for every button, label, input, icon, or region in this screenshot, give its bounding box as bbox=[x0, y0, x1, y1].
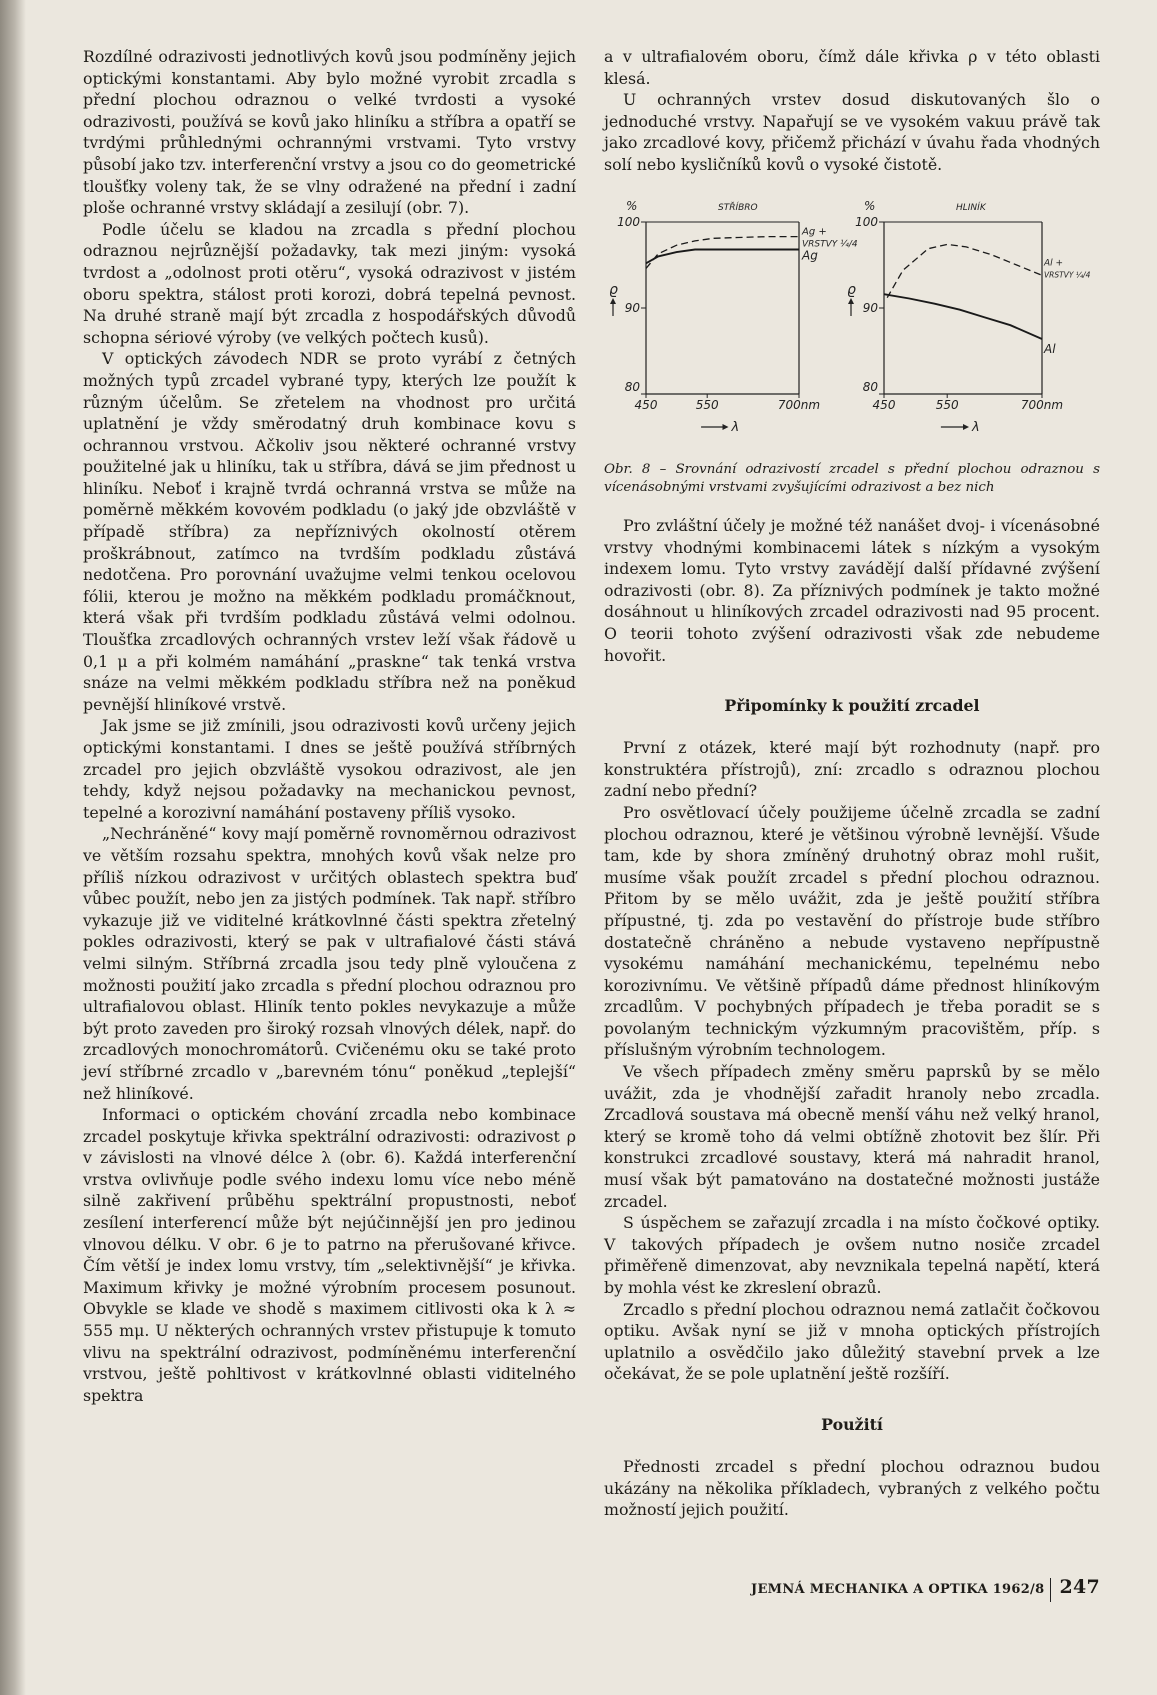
x-axis-symbol: λ bbox=[972, 420, 980, 435]
y-tick-label: 80 bbox=[624, 380, 640, 394]
paragraph: Ve všech případech změny směru paprsků by se mělo uvážit, zda je vhodnější zařadit hranoly nebo zrcadla. Zrcadlová soustava má obecně menší váhu než velký hranol, který se kromě toho dá velmi obtížně zhotovit bez šlír. Při konstrukci zrcadlové soustavy, která má nahradit hranol, musí však být pamatováno na dostatečné možnosti justáže zrcadel. bbox=[604, 1062, 1100, 1211]
y-axis-symbol: ϱ bbox=[609, 282, 618, 298]
series-label-coated-sub: VRSTVY ¼/4 bbox=[802, 239, 858, 250]
paragraph: S úspěchem se zařazují zrcadla i na místo čočkové optiky. V takových případech je ovšem nutno nosiče zrcadel přiměřeně dimenzovat, aby nevznikala tepelná napětí, která by mohla vést ke zkreslení obrazů. bbox=[604, 1213, 1100, 1297]
y-arrow-head bbox=[610, 298, 616, 304]
chart-panel-aluminium bbox=[847, 199, 1091, 435]
figure-8-reflectance-charts bbox=[604, 198, 1100, 453]
paragraph: Rozdílné odrazivosti jednotlivých kovů jsou podmíněny jejich optickými konstantami. Aby bylo možné vyrobit zrcadla s přední plochou odraznou o velké tvrdosti a vysoké odrazivosti, používá se kovů jako hliníku a stříbra a opatří se tvrdými průhlednými ochrannými vrstvami. Tyto vrstvy působí jako tzv. interferenční vrstvy a jsou co do geometrické tloušťky voleny tak, že se vlny odražené na přední i zadní ploše ochranné vrstvy skládají a zesilují (obr. 7). bbox=[83, 47, 576, 218]
x-tick-label: 450 bbox=[872, 398, 896, 412]
panel-title: HLINÍK bbox=[956, 203, 986, 213]
series-line-coated bbox=[646, 237, 799, 269]
x-arrow-head bbox=[963, 424, 969, 430]
journal-name: JEMNÁ MECHANIKA A OPTIKA 1962/8 bbox=[751, 1582, 1045, 1597]
right-column-top bbox=[604, 46, 1100, 176]
right-column-bottom bbox=[604, 515, 1100, 1521]
x-tick-label: 550 bbox=[935, 398, 959, 412]
y-unit-label: % bbox=[864, 199, 876, 213]
section-heading: Použití bbox=[821, 1414, 883, 1434]
paragraph: Podle účelu se kladou na zrcadla s přední plochou odraznou nejrůznější požadavky, tak mezi jiným: vysoká tvrdost a „odolnost proti otěru“, vysoká odrazivost v jistém oboru spektra, stálost proti korozi, dobrá tepelná pevnost. Na druhé straně mají být zrcadla z hospodářských důvodů schopna sériové výroby (ve velkých počtech kusů). bbox=[83, 219, 576, 347]
left-column bbox=[83, 46, 576, 1406]
chart-svg bbox=[604, 198, 1100, 453]
paragraph: Zrcadlo s přední plochou odraznou nemá zatlačit čočkovou optiku. Avšak nyní se již v mnoha optických přístrojích uplatnilo a osvědčilo jako důležitý stavební prvek a lze očekávat, že se pole uplatnění ještě rozšíří. bbox=[604, 1299, 1100, 1384]
x-axis-symbol: λ bbox=[731, 420, 740, 435]
series-line-coated bbox=[887, 244, 1042, 297]
paragraph: První z otázek, které mají být rozhodnuty (např. pro konstruktéra přístrojů), zní: zrcadlo s odraznou plochou zadní nebo přední? bbox=[604, 738, 1100, 801]
section-heading: Připomínky k použití zrcadel bbox=[724, 696, 980, 716]
paragraph: Jak jsme se již zmínili, jsou odrazivosti kovů určeny jejich optickými konstantami. I dnes se ještě používá stříbrných zrcadel pro jejich obzvláště vysokou odrazivost, ale jen tehdy, když nejsou požadavky na mechanickou pevnost, tepelné a korozivní namáhání postaveny příliš vysoko. bbox=[83, 716, 576, 822]
x-tick-label: 450 bbox=[634, 398, 658, 412]
paragraph: U ochranných vrstev dosud diskutovaných šlo o jednoduché vrstvy. Napařují se ve vysokém vakuu právě tak jako zrcadlové kovy, přičemž přichází v úvahu řada vhodných solí nebo kysličníků kovů o vysoké čistotě. bbox=[604, 90, 1100, 174]
x-tick-label: 700nm bbox=[1020, 398, 1064, 412]
page-binding-shadow bbox=[0, 0, 26, 1695]
x-tick-label: 700nm bbox=[777, 398, 821, 412]
footer-rule bbox=[1050, 1578, 1051, 1602]
series-label-coated-sub: VRSTVY ¼/4 bbox=[1044, 270, 1091, 280]
chart-panel-silver bbox=[609, 199, 858, 435]
figure-caption: Obr. 8 – Srovnání odrazivostí zrcadel s přední plochou odraznou s vícenásobnými vrstvami zvyšujícími odrazivost a bez nich bbox=[604, 462, 1100, 495]
paragraph: Pro osvětlovací účely použijeme účelně zrcadla se zadní plochou odraznou, které je většinou výrobně levnější. Všude tam, kde by shora zmíněný druhotný obraz mohl rušit, musíme však použít zrcadel s přední plochou odraznou. Přitom by se mělo uvážit, zda je ještě použití stříbra přípustné, tj. zda po vestavění do přístroje bude stříbro dostatečně chráněno a nebude vystaveno nepřípustně vysokému namáhání mechanickému, tepelnému nebo korozivnímu. Ve většině případů dáme přednost hliníkovým zrcadlům. V pochybných případech je třeba poradit se s povolaným technickým výzkumným pracovištěm, příp. s příslušným výrobním technologem. bbox=[604, 802, 1100, 1060]
paragraph: a v ultrafialovém oboru, čímž dále křivka ρ v této oblasti klesá. bbox=[604, 47, 1100, 88]
y-axis-symbol: ϱ bbox=[847, 282, 856, 298]
x-tick-label: 550 bbox=[695, 398, 719, 412]
series-line-bare bbox=[646, 250, 799, 264]
series-label-bare: Ag bbox=[802, 248, 818, 263]
paragraph: Pro zvláštní účely je možné též nanášet dvoj- i vícenásobné vrstvy vhodnými kombinacemi látek s nízkým a vysokým indexem lomu. Tyto vrstvy zavádějí další přídavné zvýšení odrazivosti (obr. 8). Za příznivých podmínek je takto možné dosáhnout u hliníkových zrcadel odrazivosti nad 95 procent. O teorii tohoto zvýšení odrazivosti však zde nebudeme hovořit. bbox=[604, 516, 1100, 665]
series-line-bare bbox=[884, 294, 1042, 339]
paragraph: „Nechráněné“ kovy mají poměrně rovnoměrnou odrazivost ve větším rozsahu spektra, mnohých kovů však nelze pro příliš nízkou odrazivost v určitých oblastech spektra buď vůbec použít, nebo jen za jistých podmínek. Tak např. stříbro vykazuje již ve viditelné krátkovlnné části spektra zřetelný pokles odrazivosti, který se pak v ultrafialové části stává velmi silným. Stříbrná zrcadla jsou tedy plně vyloučena z možnosti použití jako zrcadla s přední plochou odraznou pro ultrafialovou oblast. Hliník tento pokles nevykazuje a může být proto zaveden pro široký rozsah vlnových délek, např. do zrcadlových monochromátorů. Cvičenému oku se také proto jeví stříbrné zrcadlo v „barevném tónu“ poněkud „teplejší“ než hliníkové. bbox=[83, 824, 576, 1103]
page-footer bbox=[751, 1576, 1100, 1602]
paragraph: Informaci o optickém chování zrcadla nebo kombinace zrcadel poskytuje křivka spektrální odrazivosti: odrazivost ρ v závislosti na vlnové délce λ (obr. 6). Každá interferenční vrstva ovlivňuje podle svého indexu lomu více nebo méně silně zakřivení průběhu spektrální propustnosti, neboť zesílení interferencí může být nejúčinnější jen pro jedinou vlnovou délku. V obr. 6 je to patrno na přerušované křivce. Čím větší je index lomu vrstvy, tím „selektivnější“ je křivka. Maximum křivky je možné výrobním procesem posunout. Obvykle se klade ve shodě s maximem citlivosti oka k λ ≈ 555 mμ. U některých ochranných vrstev přistupuje k tomuto vlivu na spektrální odrazivost, podmíněnému interferenční vrstvou, ještě pohltivost v krátkovlnné oblasti viditelného spektra bbox=[83, 1105, 576, 1405]
y-tick-label: 90 bbox=[862, 301, 878, 315]
series-label-bare: Al bbox=[1044, 341, 1056, 356]
y-unit-label: % bbox=[626, 199, 638, 213]
x-arrow-head bbox=[723, 424, 729, 430]
y-tick-label: 80 bbox=[862, 380, 878, 394]
y-tick-label: 100 bbox=[855, 215, 878, 229]
paragraph: Přednosti zrcadel s přední plochou odraznou budou ukázány na několika příkladech, vybraných z velkého počtu možností jejich použití. bbox=[604, 1456, 1100, 1520]
series-label-coated: Ag + bbox=[802, 226, 827, 238]
y-arrow-head bbox=[848, 298, 854, 304]
paragraph: V optických závodech NDR se proto vyrábí z četných možných typů zrcadel vybrané typy, kterých lze použít k různým účelům. Se zřetelem na vhodnost pro určitá uplatnění je vždy směrodatný druh kombinace kovu s ochrannou vrstvou. Ačkoliv jsou některé ochranné vrstvy použitelné jak u hliníku, tak u stříbra, dává se jim přednost u hliníku. Neboť i krajně tvrdá ochranná vrstva se může na poměrně měkkém kovovém podkladu (o jaký jde obzvláště v případě stříbra) za nepříznivých okolností otěrem proškrábnout, zatímco na tvrdším podkladu zůstává nedotčena. Pro porovnání uvažujme velmi tenkou ocelovou fólii, kterou je možno na měkkém podkladu promáčknout, která však při tvrdším podkladu zůstává velmi odolnou. Tloušťka zrcadlových ochranných vrstev leží však řádově u 0,1 μ a při kolmém namáhání „praskne“ tak tenká vrstva snáze na velmi měkkém podkladu stříbra než na poněkud pevnější hliníkové vrstvě. bbox=[83, 349, 576, 714]
y-tick-label: 100 bbox=[617, 215, 640, 229]
panel-title: STŘÍBRO bbox=[718, 203, 758, 213]
page-number: 247 bbox=[1059, 1576, 1100, 1598]
y-tick-label: 90 bbox=[624, 301, 640, 315]
series-label-coated: Al + bbox=[1044, 258, 1064, 269]
